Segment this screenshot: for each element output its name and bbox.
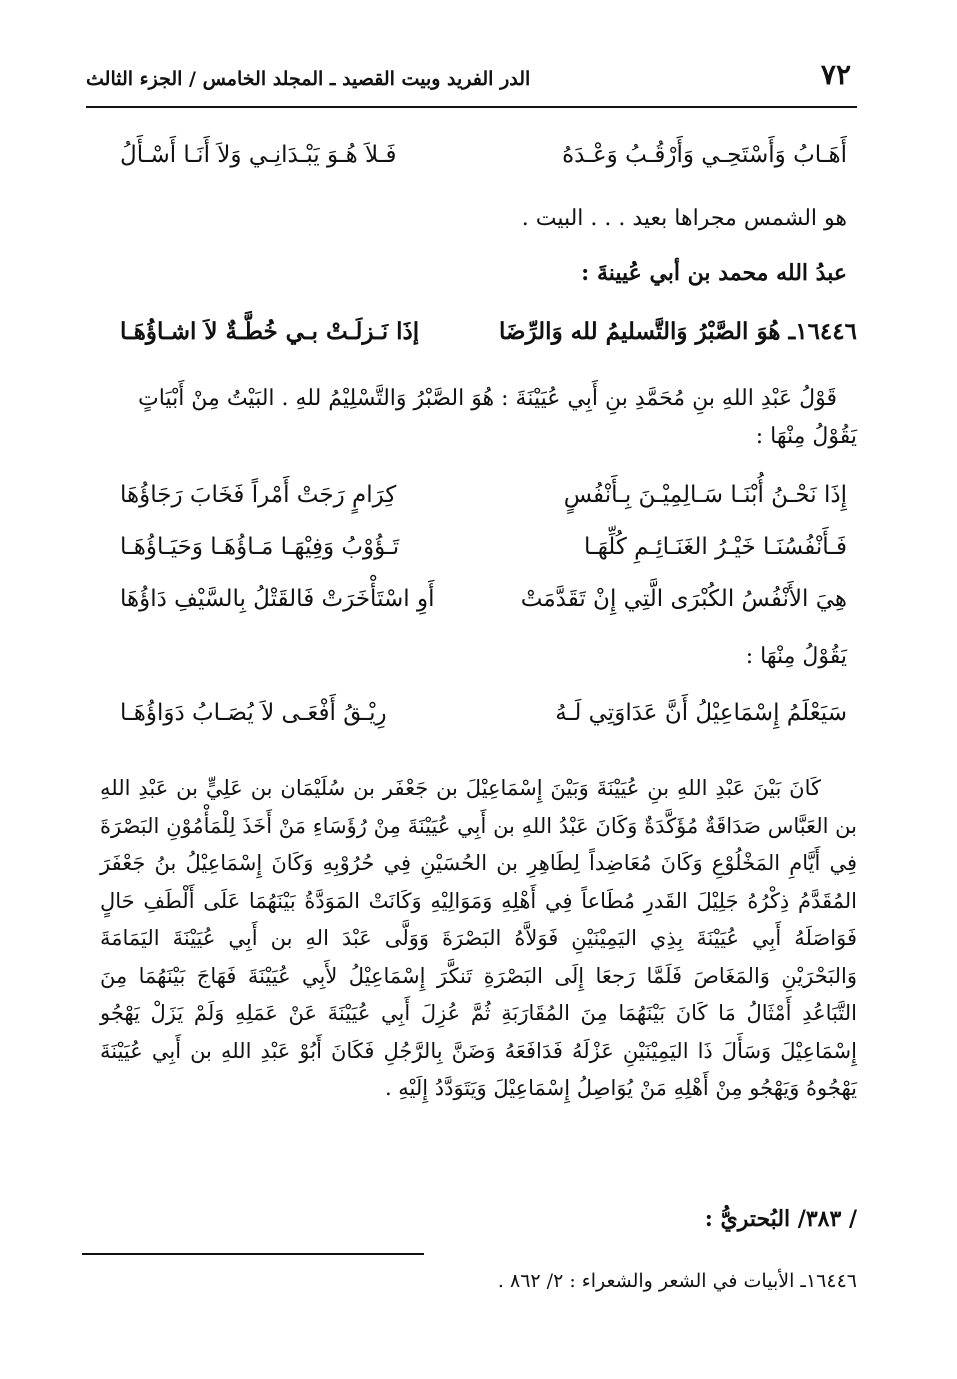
verse-hemistich-first: إِذَا نَحْـنُ أُبْنَـا سَـالِمِيْـنَ بِـأَنْفُسٍ [563, 482, 847, 508]
verse-line [120, 482, 847, 526]
verse-line [120, 586, 847, 630]
page-number: ٧٢ [820, 58, 851, 91]
verse-line [120, 142, 847, 186]
verse-hemistich-second: تَـؤُوْبُ وَفِيْهَـا مَـاؤُهَـا وَحَيَـاؤُهَـا [120, 534, 400, 560]
verse-hemistich-second: فَـلاَ هُـوَ يَبْـدَانِـي وَلاَ أَنَـا أَسْـأَلُ [120, 142, 397, 168]
footnote-rule [82, 1253, 424, 1255]
verse-line [120, 534, 847, 578]
says-line: يَقُوْلُ مِنْهَا : [745, 644, 847, 669]
verse-hemistich-first: أَهَـابُ وَأَسْتَحِـي وَأَرْقُـبُ وَعْـدَهُ [562, 142, 847, 168]
verse-main [120, 318, 857, 362]
verse-line [120, 700, 847, 744]
note-line: هو الشمس مجراها بعيد . . . البيت . [521, 206, 847, 231]
prose-paragraph [100, 770, 857, 1108]
intro-line: قَوْلُ عَبْدِ اللهِ بنِ مُحَمَّدِ بنِ أَبِي عُيَيْنَةَ : هُوَ الصَّبْرُ وَالتَّسْلِيْمُ للهِ . البَيْتُ مِنْ أَبْيَاتٍ [138, 386, 837, 411]
next-poet-heading: / ٣٨٣/ البُحتريُّ : [704, 1206, 857, 1232]
poet-heading: عبدُ الله محمد بن أبي عُيينةَ : [581, 260, 847, 286]
running-head: الدر الفريد وبيت القصيد ـ المجلد الخامس / الجزء الثالث [86, 68, 531, 90]
verse-hemistich-first: فَـأَنْفُسُنَـا خَيْـرُ الغَنَـائِـمِ كُلِّهَـا [583, 534, 847, 560]
verse-hemistich-second: رِيْـقُ أَفْعَـى لاَ يُصَـابُ دَوَاؤُهَـا [120, 700, 387, 726]
footnote: ١٦٤٤٦ـ الأبيات في الشعر والشعراء : ٢/ ٨٦٢ . [497, 1270, 857, 1292]
verse-hemistich-first: سَيَعْلَمُ إِسْمَاعِيْلُ أَنَّ عَدَاوَتِي لَـهُ [555, 700, 847, 726]
verse-hemistich-second: كِرَامٍ رَجَتْ أَمْراً فَخَابَ رَجَاؤُهَا [120, 482, 397, 508]
verse-hemistich-first: هِيَ الأَنْفُسُ الكُبْرَى الَّتِي إِنْ تَقَدَّمَتْ [520, 586, 847, 612]
verse-hemistich-second: إذَا نَـزلَـتْ بـي خُطَّـةٌ لاَ اشـاؤُهَـا [120, 318, 420, 345]
verse-hemistich-first: ١٦٤٤٦ـ هُوَ الصَّبْرُ وَالتَّسليمُ لله وَالرِّضَا [498, 318, 857, 345]
intro-line: يَقُوْلُ مِنْهَا : [755, 424, 857, 449]
verse-hemistich-second: أَوِ اسْتَأْخَرَتْ فَالقَتْلُ بِالسَّيْفِ دَاؤُهَا [120, 586, 435, 612]
header-rule [86, 106, 857, 108]
page-header [82, 56, 861, 102]
prose-text: كَانَ بَيْنَ عَبْدِ اللهِ بنِ عُيَيْنَةَ وَبَيْنَ إِسْمَاعِيْلَ بن جَعْفَر بن سُلَيْمَان بن عَلِيٍّ بن عَبْدِ اللهِ بن العَبَّاس صَدَاقَةٌ مُؤَكَّدَةٌ وَكَانَ عَبْدُ اللهِ بن أَبِي عُيَيْنَةَ مِنْ رُؤَسَاءِ مَنْ أَخَذَ لِلْمَأْمُوْنِ البَصْرَةَ فِي أَيَّامِ المَخْلُوْعِ وَكَانَ مُعَاضِداً لِطَاهِرِ بن الحُسَيْنِ فِي حُرُوْبِهِ وَكَانَ إِسْمَاعِيْلُ بنُ جَعْفَرَ المُقَدَّمُ ذِكْرُهُ جَلِيْلَ القَدرِ مُطَاعاً فِي أَهْلِهِ وَمَوَالِيْهِ وَكَانَتْ المَوَدَّةُ بَيْنَهُمَا عَلَى أَلْطَفِ حَالٍ فَوَاصَلَهُ أَبِي عُيَيْنَةَ بِذِي اليَمِيْنَيْنِ فَوَلاَّهُ البَصْرَةَ وَوَلَّى عَبْدَ الهِ بن أَبِي عُيَيْنَةَ اليَمَامَةَ وَالبَحْرَيْنِ وَالمَغَاصَ فَلَمَّا رَجعَا إِلَى البَصْرَةِ تَنكَّرَ إِسْمَاعِيْلُ لأَبِي عُيَيْنَةَ فَهَاجَ بَيْنَهُمَا مِنَ التَّبَاعُدِ أَمْثَالُ مَا كَانَ بَيْنَهُمَا مِنَ المُقَارَبَةِ ثُمَّ عُزِلَ أَبِي عُيَيْنَةَ عَنْ عَمَلِهِ وَلَمْ يَزَلْ يَهْجُو إِسْمَاعِيْلَ وَسَأَلَ ذَا اليَمِيْنَيْنِ عَزْلَهُ فَدَافَعَهُ وَضَنَّ بِالرَّجُلِ فَكَانَ أَبُوْ عَبْدِ اللهِ بن أَبِي عُيَيْنَةَ يَهْجُوهُ وَيَهْجُو مِنْ أَهْلِهِ مَنْ يُوَاصِلُ إِسْمَاعِيْلَ وَيَتَوَدَّدُ إِلَيْهِ . [100, 776, 857, 1100]
